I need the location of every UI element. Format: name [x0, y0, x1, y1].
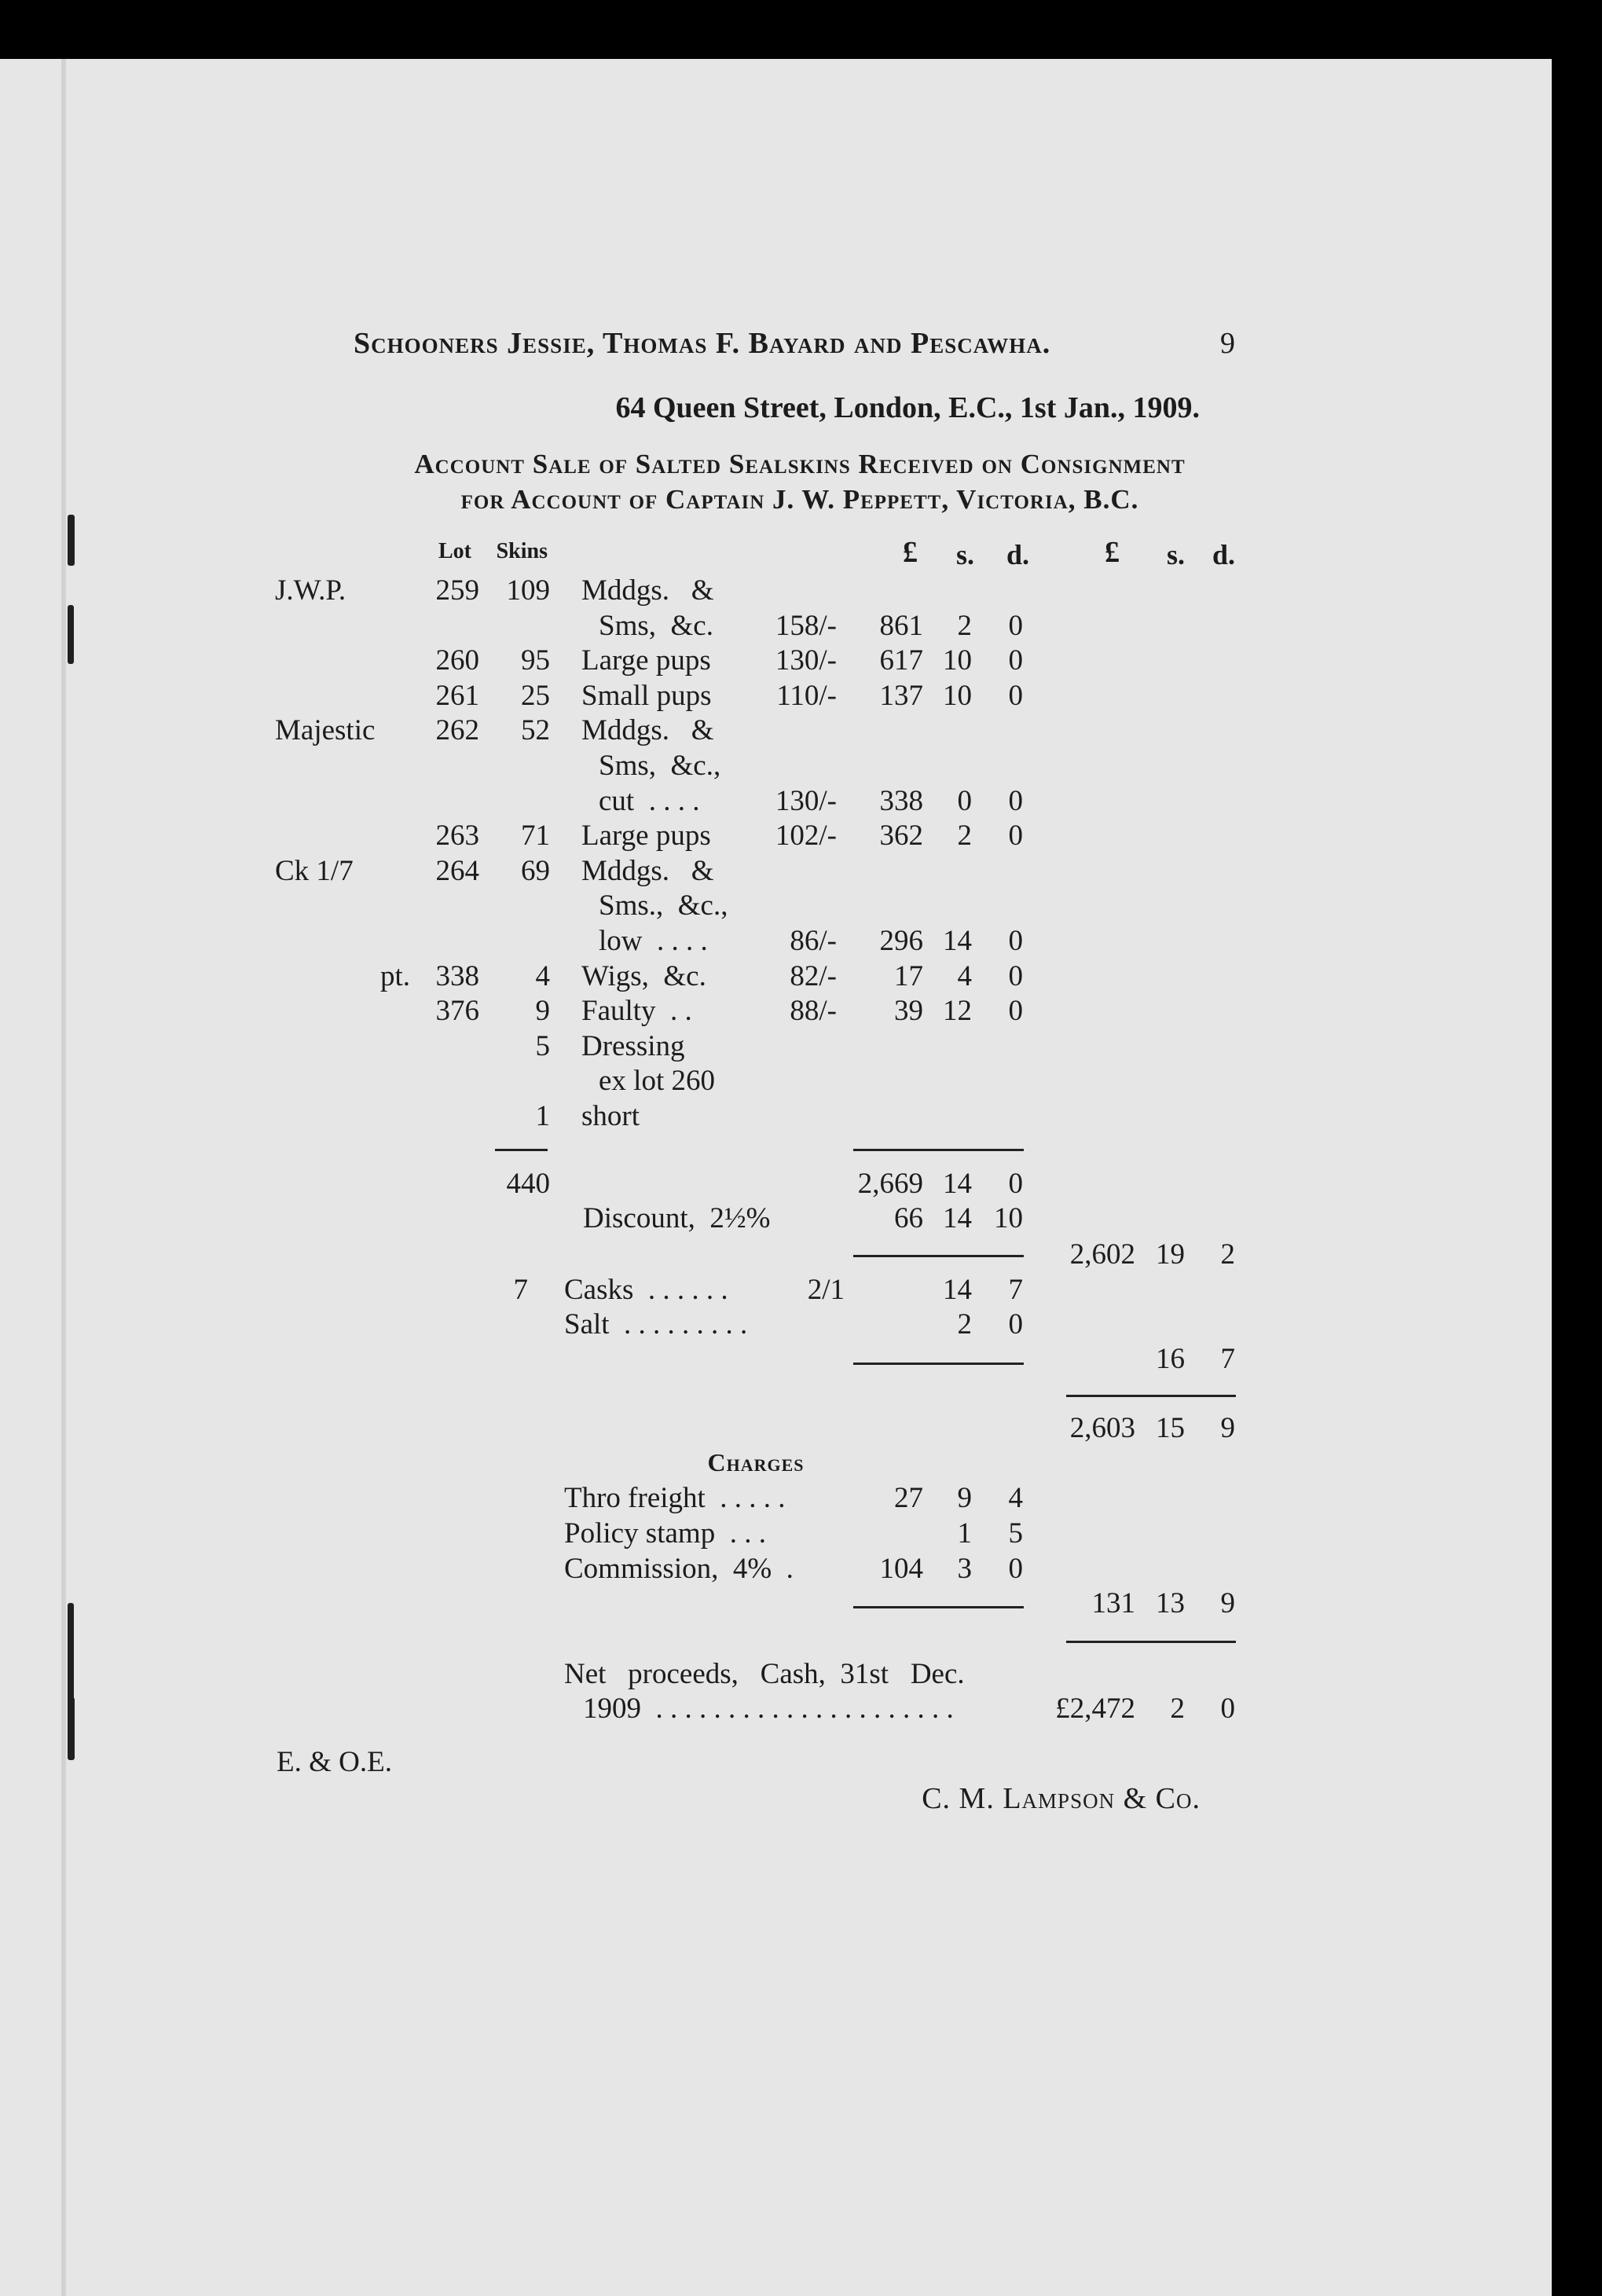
charges-total-pounds: 131: [1091, 1587, 1135, 1619]
column-header-lot: Lot: [438, 539, 471, 563]
lot-shillings: 10: [943, 644, 972, 677]
page-edge-mark: [68, 1697, 75, 1760]
discount-label: Discount, 2½%: [583, 1202, 771, 1234]
lot-description: cut . . . .: [599, 784, 700, 817]
lot-description: Large pups: [581, 644, 711, 677]
salt-pence: 0: [1008, 1308, 1023, 1341]
lot-pence: 0: [1008, 820, 1023, 853]
total-skins: 440: [506, 1168, 550, 1200]
lot-number: 261: [435, 679, 479, 712]
lot-pounds: 362: [879, 820, 923, 853]
casks-rate: 2/1: [807, 1274, 845, 1306]
skin-count: 71: [521, 820, 550, 853]
lot-mark: pt.: [379, 959, 410, 992]
dateline: 64 Queen Street, London, E.C., 1st Jan., 1909.: [615, 391, 1200, 424]
skin-count: 5: [535, 1029, 550, 1062]
casks-count: 7: [513, 1274, 528, 1306]
charges-total-shillings: 13: [1156, 1587, 1185, 1619]
net-of-discount-pence: 2: [1220, 1238, 1235, 1271]
lot-number: 338: [435, 959, 479, 992]
lot-description: Faulty . .: [581, 995, 692, 1028]
lot-pence: 0: [1008, 609, 1023, 642]
casks-total-pence: 7: [1220, 1343, 1235, 1375]
lot-description: Small pups: [581, 679, 712, 712]
errors-and-omissions-excepted: E. & O.E.: [277, 1746, 392, 1778]
lot-pence: 0: [1008, 925, 1023, 957]
lot-rate: 130/-: [775, 644, 837, 677]
lot-shillings: 2: [957, 820, 972, 853]
casks-total-shillings: 16: [1156, 1343, 1185, 1375]
lot-description: Dressing: [581, 1029, 685, 1062]
page-edge-mark: [68, 605, 74, 664]
subtotal-pence: 9: [1220, 1412, 1235, 1444]
skin-count: 69: [521, 854, 550, 887]
lot-number: 376: [435, 995, 479, 1028]
casks-shillings: 14: [943, 1274, 972, 1306]
column-header-shillings-2: s.: [1166, 539, 1185, 570]
total-rule: [1066, 1395, 1236, 1397]
lot-rate: 110/-: [776, 679, 837, 712]
total-rule: [495, 1149, 548, 1151]
skin-count: 4: [535, 959, 550, 992]
total-rule: [853, 1149, 1024, 1151]
page-spine: [61, 59, 66, 2296]
net-of-discount-shillings: 19: [1156, 1238, 1185, 1271]
charge-label: Policy stamp . . .: [564, 1517, 766, 1550]
total-rule: [853, 1363, 1024, 1365]
lot-pence: 0: [1008, 995, 1023, 1028]
lot-description: Mddgs. &: [581, 574, 714, 607]
heading-line-1: Account Sale of Salted Sealskins Received on Consignment: [414, 449, 1186, 479]
charge-pence: 0: [1008, 1553, 1023, 1585]
salt-label: Salt . . . . . . . . .: [564, 1308, 748, 1341]
lot-pounds: 338: [879, 784, 923, 817]
lot-description: short: [581, 1100, 640, 1132]
net-proceeds-pounds: £2,472: [1055, 1693, 1135, 1725]
lot-shillings: 12: [943, 995, 972, 1028]
charge-shillings: 9: [957, 1482, 972, 1514]
gross-pounds: 2,669: [857, 1168, 923, 1200]
salt-shillings: 2: [957, 1308, 972, 1341]
lot-description: Sms, &c.,: [599, 750, 721, 782]
charge-pence: 4: [1008, 1482, 1023, 1514]
lot-shillings: 2: [957, 609, 972, 642]
page-number: 9: [1220, 327, 1235, 360]
discount-pence: 10: [994, 1202, 1023, 1234]
lot-rate: 86/-: [790, 925, 837, 957]
lot-shillings: 0: [957, 784, 972, 817]
lot-number: 264: [435, 854, 479, 887]
running-head-title: Schooners Jessie, Thomas F. Bayard and Pescawha.: [354, 327, 1051, 360]
lot-pounds: 17: [894, 959, 923, 992]
discount-shillings: 14: [943, 1202, 972, 1234]
lot-pounds: 861: [879, 609, 923, 642]
lot-shillings: 4: [957, 959, 972, 992]
skin-count: 95: [521, 644, 550, 677]
lot-shillings: 14: [943, 925, 972, 957]
total-rule: [853, 1255, 1024, 1257]
charge-label: Thro freight . . . . .: [564, 1482, 786, 1514]
total-rule: [1066, 1641, 1236, 1643]
skin-count: 109: [506, 574, 550, 607]
lot-rate: 102/-: [775, 820, 837, 853]
lot-description: Sms, &c.: [599, 609, 713, 642]
lot-description: ex lot 260: [599, 1065, 715, 1098]
heading-line-2: for Account of Captain J. W. Peppett, Victoria, B.C.: [460, 484, 1139, 515]
lot-description: Large pups: [581, 820, 711, 853]
gross-pence: 0: [1008, 1168, 1023, 1200]
charge-pounds: 27: [894, 1482, 923, 1514]
lot-pounds: 137: [879, 679, 923, 712]
lot-pence: 0: [1008, 644, 1023, 677]
skin-count: 52: [521, 714, 550, 747]
lot-mark: Majestic: [275, 714, 376, 747]
net-proceeds-line-1: Net proceeds, Cash, 31st Dec.: [564, 1658, 965, 1690]
charges-heading: Charges: [707, 1448, 805, 1476]
column-header-pounds: £: [903, 536, 918, 569]
skin-count: 9: [535, 995, 550, 1028]
charge-label: Commission, 4% .: [564, 1553, 794, 1585]
lot-pounds: 296: [879, 925, 923, 957]
casks-pence: 7: [1008, 1274, 1023, 1306]
lot-shillings: 10: [943, 679, 972, 712]
column-header-pounds-2: £: [1105, 536, 1120, 569]
net-proceeds-pence: 0: [1220, 1693, 1235, 1725]
total-rule: [853, 1606, 1024, 1608]
lot-description: Wigs, &c.: [581, 959, 706, 992]
lot-rate: 88/-: [790, 995, 837, 1028]
lot-description: Mddgs. &: [581, 854, 714, 887]
subtotal-pounds: 2,603: [1069, 1412, 1135, 1444]
column-header-pence: d.: [1006, 539, 1029, 570]
lot-pounds: 617: [879, 644, 923, 677]
lot-number: 263: [435, 820, 479, 853]
net-proceeds-line-2: 1909 . . . . . . . . . . . . . . . . . . . . .: [583, 1693, 954, 1725]
lot-description: low . . . .: [599, 925, 708, 957]
skin-count: 25: [521, 679, 550, 712]
charge-pounds: 104: [879, 1553, 923, 1585]
net-proceeds-shillings: 2: [1170, 1693, 1185, 1725]
lot-number: 262: [435, 714, 479, 747]
charge-pence: 5: [1008, 1517, 1023, 1550]
column-header-pence-2: d.: [1212, 539, 1235, 570]
subtotal-shillings: 15: [1156, 1412, 1185, 1444]
lot-pence: 0: [1008, 784, 1023, 817]
charges-total-pence: 9: [1220, 1587, 1235, 1619]
page-edge-mark: [68, 515, 75, 566]
charge-shillings: 1: [957, 1517, 972, 1550]
column-header-skins: Skins: [496, 539, 548, 563]
lot-mark: Ck 1/7: [275, 854, 354, 887]
lot-rate: 158/-: [775, 609, 837, 642]
skin-count: 1: [535, 1100, 550, 1132]
casks-label: Casks . . . . . .: [564, 1274, 728, 1306]
lot-number: 260: [435, 644, 479, 677]
lot-mark: J.W.P.: [275, 574, 346, 607]
lot-rate: 130/-: [775, 784, 837, 817]
lot-description: Mddgs. &: [581, 714, 714, 747]
lot-rate: 82/-: [790, 959, 837, 992]
discount-pounds: 66: [894, 1202, 923, 1234]
lot-pounds: 39: [894, 995, 923, 1028]
lot-number: 259: [435, 574, 479, 607]
signature: C. M. Lampson & Co.: [922, 1782, 1201, 1815]
gross-shillings: 14: [943, 1168, 972, 1200]
lot-pence: 0: [1008, 959, 1023, 992]
net-of-discount-pounds: 2,602: [1069, 1238, 1135, 1271]
lot-description: Sms., &c.,: [599, 889, 728, 922]
charge-shillings: 3: [957, 1553, 972, 1585]
column-header-shillings: s.: [955, 539, 974, 570]
lot-pence: 0: [1008, 679, 1023, 712]
